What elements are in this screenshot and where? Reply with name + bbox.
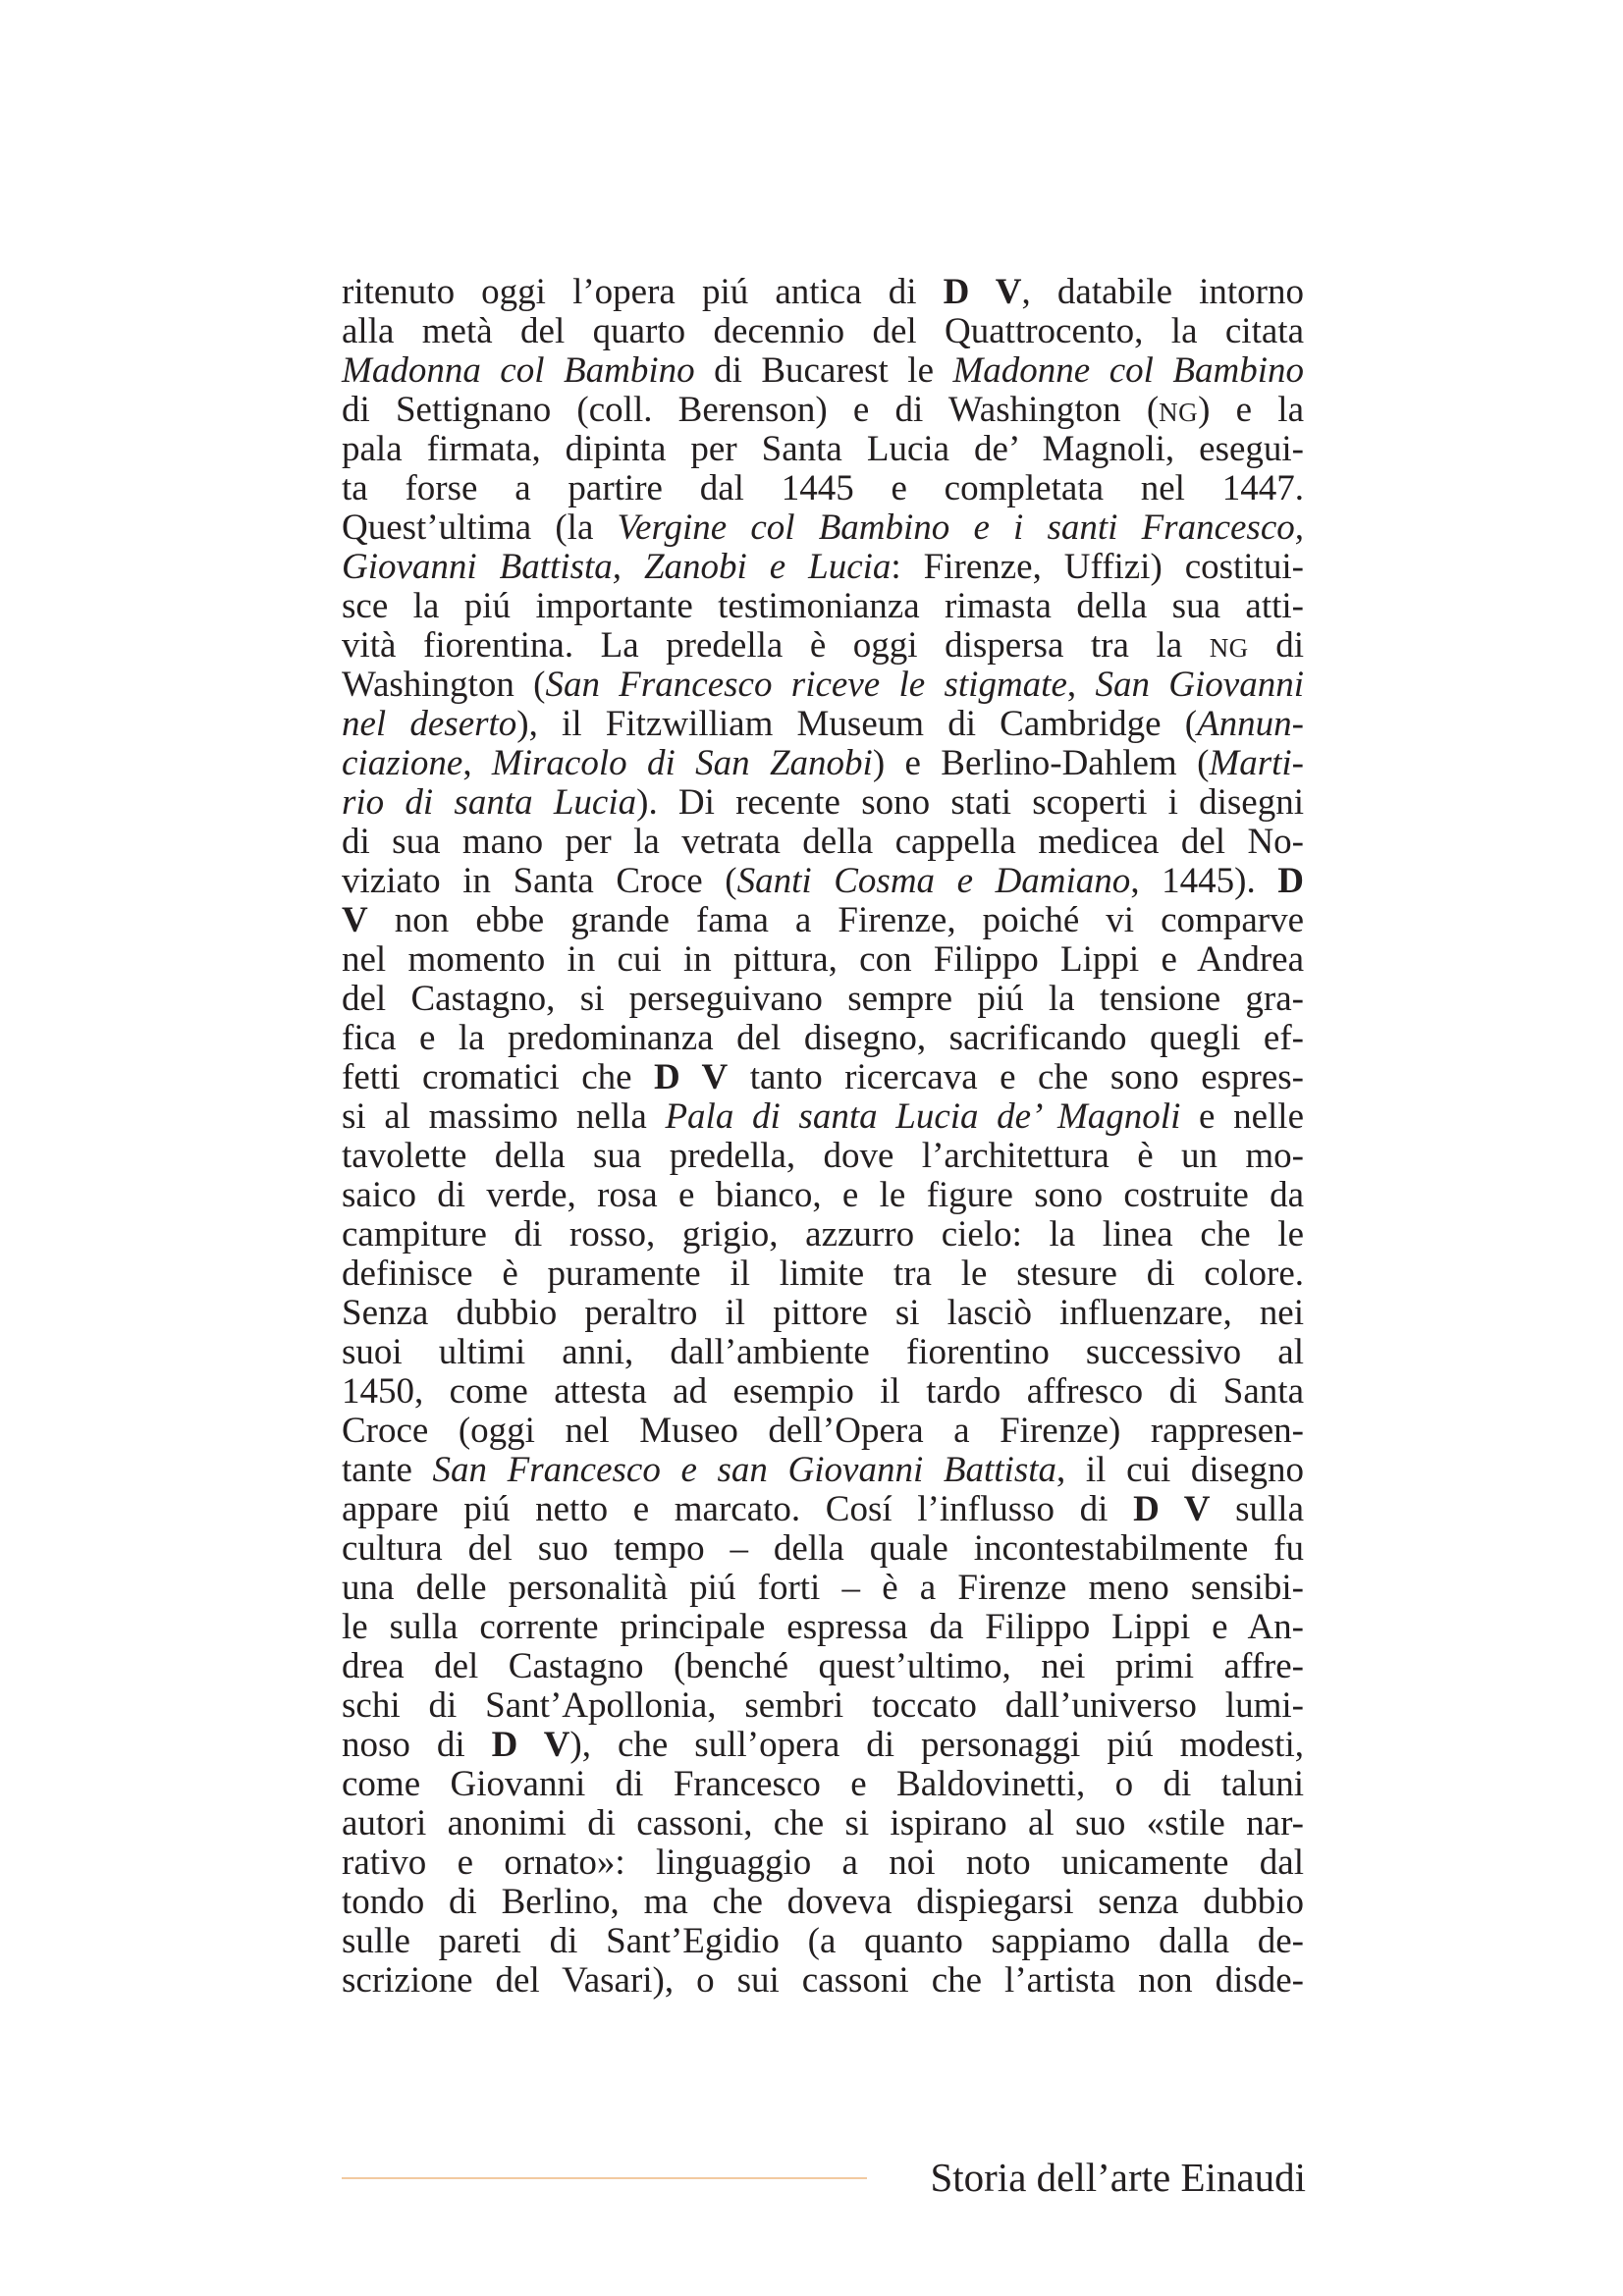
artwork-title: ciazione [342,743,463,783]
text-line [342,548,1304,587]
text-run: non ebbe grande fama a Firenze, poiché vi comparve [367,900,1304,940]
text-line [342,1608,1304,1647]
entry-name-abbrev: D V [943,272,1022,312]
text-run: di sua mano per la vetrata della cappella medicea del No- [342,822,1304,862]
artwork-title: Miracolo di San Zanobi [491,743,873,783]
text-run: Senza dubbio peraltro il pittore si lasciò influenzare, nei [342,1293,1304,1333]
text-run: viziato in Santa Croce ( [342,861,737,901]
text-run: schi di Sant’Apollonia, sembri toccato dall’universo lumi- [342,1685,1304,1726]
text-run: 1450, come attesta ad esempio il tardo affresco di Santa [342,1371,1304,1412]
text-run: sulla [1210,1489,1304,1529]
text-line [342,508,1304,548]
text-run: , [1066,665,1096,705]
text-run: tondo di Berlino, ma che doveva dispiegarsi senza dubbio [342,1882,1304,1922]
text-run: le sulla corrente principale espressa da Filippo Lippi e An- [342,1607,1304,1647]
text-run: : Firenze, Uffizi) costitui- [891,547,1304,587]
text-line [342,587,1304,626]
artwork-title: Vergine col Bambino e i santi Francesco, [617,507,1304,548]
text-run: nel momento in cui in pittura, con Filippo Lippi e Andrea [342,939,1304,980]
text-run: ta forse a partire dal 1445 e completata nel 1447. [342,468,1304,508]
text-line [342,1569,1304,1608]
text-line [342,1058,1304,1097]
text-line [342,901,1304,940]
text-run: fetti cromatici che [342,1057,655,1097]
text-run: ), che sull’opera di personaggi piú modesti, [569,1725,1304,1765]
text-line [342,705,1304,744]
text-line [342,823,1304,862]
text-run: ). Di recente sono stati scoperti i disegni [636,782,1304,823]
text-run: sce la piú importante testimonianza rimasta della sua atti- [342,586,1304,626]
text-run: appare piú netto e marcato. Cosí l’influsso di [342,1489,1134,1529]
text-line [342,1215,1304,1255]
text-run: di [1248,625,1304,666]
text-run: NG [1159,398,1199,427]
text-run: , 1445). [1130,861,1278,901]
artwork-title: Annun- [1197,704,1304,744]
text-run: drea del Castagno (benché quest’ultimo, nei primi affre- [342,1646,1304,1686]
text-line [342,1883,1304,1922]
text-run: sulle pareti di Sant’Egidio (a quanto sappiamo dalla de- [342,1921,1304,1961]
text-run: autori anonimi di cassoni, che si ispirano al suo «stile nar- [342,1803,1304,1843]
entry-name-abbrev: D [1277,861,1305,901]
text-run: alla metà del quarto decennio del Quattrocento, la citata [342,311,1304,351]
artwork-title: rio di santa Lucia [342,782,637,823]
text-line [342,940,1304,980]
text-line [342,1019,1304,1058]
text-line [342,391,1304,430]
text-line [342,273,1304,312]
text-run: , il cui disegno [1056,1450,1304,1490]
text-run: , databile intorno [1021,272,1304,312]
text-line [342,626,1304,666]
text-run: Quest’ultima (la [342,507,618,548]
entry-name-abbrev: V [342,900,368,940]
text-line [342,1333,1304,1372]
text-line [342,351,1304,391]
text-line [342,1097,1304,1137]
entry-name-abbrev: D V [1133,1489,1211,1529]
text-run: campiture di rosso, grigio, azzurro cielo: la linea che le [342,1214,1304,1255]
text-run: definisce è puramente il limite tra le stesure di colore. [342,1254,1304,1294]
text-run: si al massimo nella [342,1096,666,1137]
text-line [342,1451,1304,1490]
text-line [342,1922,1304,1961]
text-line [342,980,1304,1019]
text-line [342,1647,1304,1686]
text-run: ) e Berlino-Dahlem ( [872,743,1210,783]
text-line [342,1843,1304,1883]
text-run: Washington ( [342,665,546,705]
artwork-title: San Giovanni [1095,665,1304,705]
text-run: vità fiorentina. La predella è oggi dispersa tra la [342,625,1210,666]
text-line [342,1490,1304,1529]
text-line [342,1294,1304,1333]
text-line [342,862,1304,901]
text-run: e nelle [1180,1096,1304,1137]
entry-name-abbrev: D V [654,1057,729,1097]
text-line [342,1804,1304,1843]
text-run: scrizione del Vasari), o sui cassoni che l’artista non disde- [342,1960,1304,2001]
text-run: tante [342,1450,433,1490]
body-text [342,273,1304,2001]
text-line [342,312,1304,351]
text-line [342,1137,1304,1176]
text-run: tavolette della sua predella, dove l’architettura è un mo- [342,1136,1304,1176]
text-run: noso di [342,1725,492,1765]
text-run: NG [1209,633,1249,663]
text-line [342,1686,1304,1726]
text-run: Croce (oggi nel Museo dell’Opera a Firenze) rappresen- [342,1411,1304,1451]
text-line [342,1765,1304,1804]
text-run: di Bucarest le [694,350,953,391]
text-run: di Settignano (coll. Berenson) e di Washington ( [342,390,1160,430]
text-run: pala firmata, dipinta per Santa Lucia de’ Magnoli, esegui- [342,429,1304,469]
text-line [342,1961,1304,2001]
text-line [342,1255,1304,1294]
artwork-title: Giovanni Battista, Zanobi e Lucia [342,547,892,587]
text-line [342,1529,1304,1569]
text-line [342,1372,1304,1412]
text-run: come Giovanni di Francesco e Baldovinetti, o di taluni [342,1764,1304,1804]
text-run: ritenuto oggi l’opera piú antica di [342,272,944,312]
text-run: , [462,743,492,783]
artwork-title: Marti- [1209,743,1304,783]
text-run: rativo e ornato»: linguaggio a noi noto unicamente dal [342,1842,1304,1883]
text-run: suoi ultimi anni, dall’ambiente fiorentino successivo al [342,1332,1304,1372]
text-run: fica e la predominanza del disegno, sacrificando quegli ef- [342,1018,1304,1058]
artwork-title: nel deserto [342,704,517,744]
artwork-title: San Francesco riceve le stigmate [545,665,1067,705]
artwork-title: Santi Cosma e Damiano [736,861,1131,901]
text-line [342,666,1304,705]
text-run: una delle personalità piú forti – è a Firenze meno sensibi- [342,1568,1304,1608]
footer-rule [342,2177,867,2179]
text-run: del Castagno, si perseguivano sempre piú la tensione gra- [342,979,1304,1019]
text-line [342,1726,1304,1765]
text-line [342,744,1304,783]
text-line [342,1412,1304,1451]
text-line [342,430,1304,469]
artwork-title: Madonna col Bambino [342,350,695,391]
text-line [342,1176,1304,1215]
text-run: ) e la [1198,390,1304,430]
text-line [342,783,1304,823]
text-run: cultura del suo tempo – della quale incontestabilmente fu [342,1528,1304,1569]
text-run: saico di verde, rosa e bianco, e le figure sono costruite da [342,1175,1304,1215]
artwork-title: Pala di santa Lucia de’ Magnoli [665,1096,1181,1137]
text-line [342,469,1304,508]
entry-name-abbrev: D V [491,1725,570,1765]
footer-publication-title: Storia dell’arte Einaudi [930,2155,1306,2200]
text-run: ), il Fitzwilliam Museum di Cambridge ( [516,704,1198,744]
artwork-title: Madonne col Bambino [952,350,1305,391]
text-run: tanto ricercava e che sono espres- [728,1057,1304,1097]
artwork-title: San Francesco e san Giovanni Battista [432,1450,1056,1490]
